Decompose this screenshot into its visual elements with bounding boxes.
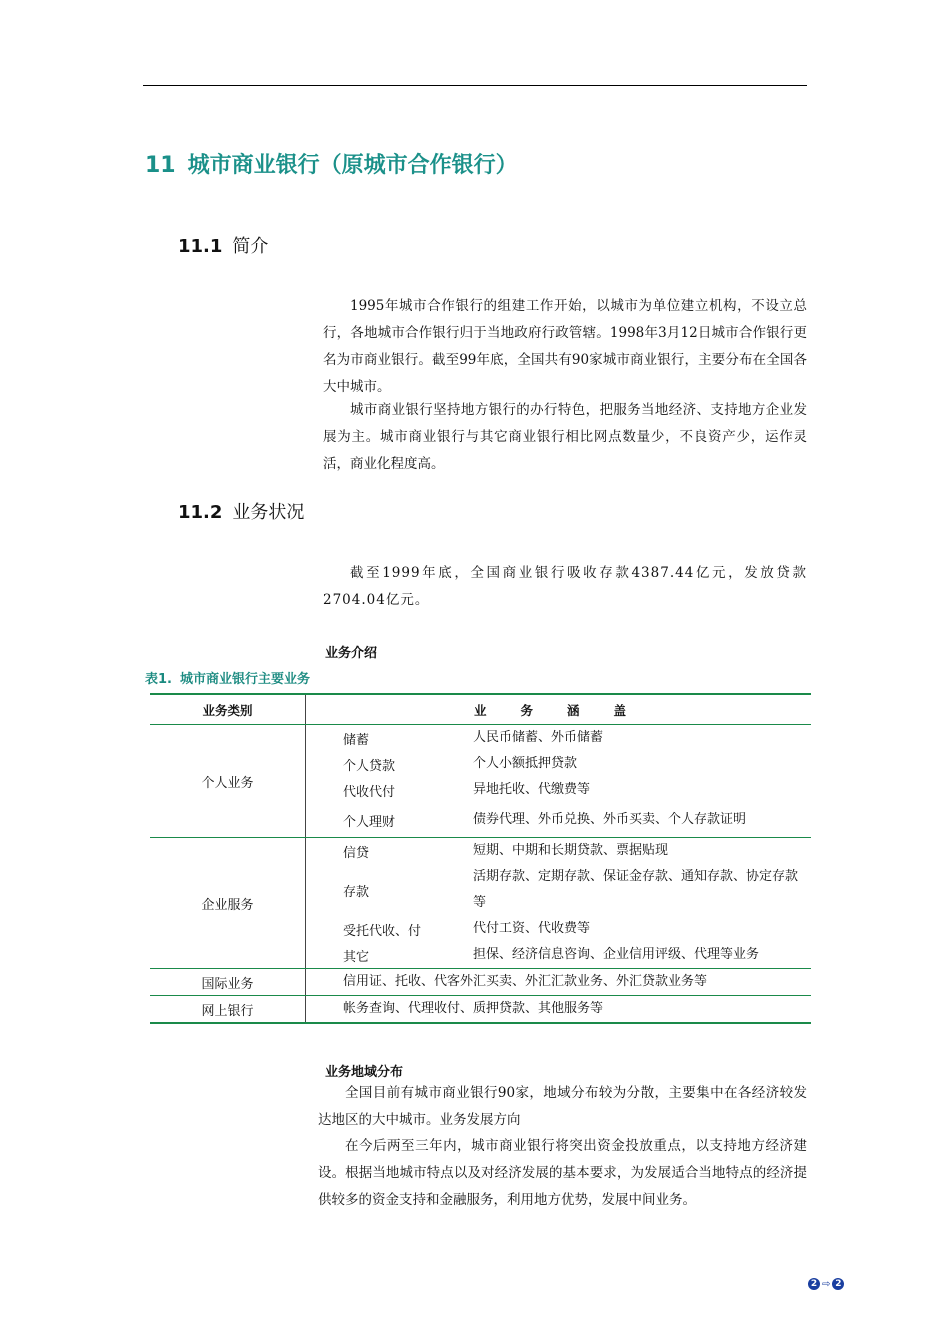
item-cell: 信贷 (343, 845, 370, 861)
section-title-text: 业务状况 (232, 502, 305, 523)
table-row (150, 725, 811, 752)
header-scope (306, 694, 812, 725)
item-cell: 代收代付 (343, 784, 396, 800)
desc-cell: 帐务查询、代理收付、质押贷款、其他服务等 (306, 996, 812, 1024)
table-row (150, 838, 811, 865)
page-number-left: 2 (808, 1278, 820, 1290)
section-number: 11.2 (178, 502, 223, 523)
category-cell: 网上银行 (150, 996, 306, 1024)
table-header-row (150, 694, 811, 725)
development-paragraph: 在今后两至三年内，城市商业银行将突出资金投放重点，以支持地方经济建设。根据当地城市特点以及对经济发展的基本要求，为发展适合当地特点的经济提供较多的资金支持和金融服务，利用地方优势，发展中间业务。 (318, 1138, 807, 1208)
section-title-business (178, 498, 304, 524)
section-title-intro (178, 232, 268, 258)
business-table (150, 693, 811, 1024)
desc-cell: 个人小额抵押贷款 (473, 756, 578, 771)
top-rule (143, 85, 807, 86)
arrow-right-icon: ⇨ (822, 1278, 831, 1290)
item-cell: 个人理财 (306, 803, 474, 838)
chapter-title-text: 城市商业银行（原城市合作银行） (187, 153, 518, 178)
header-scope-text: 业务涵盖 (474, 702, 661, 718)
desc-cell: 异地托收、代缴费等 (473, 782, 591, 797)
distribution-paragraph: 全国目前有城市商业银行90家，地域分布较为分散，主要集中在各经济较发达地区的大中城市。业务发展方向 (318, 1085, 807, 1128)
desc-cell: 短期、中期和长期贷款、票据贴现 (473, 843, 669, 858)
section-title-text: 简介 (232, 236, 269, 257)
table-caption-number: 表1. (145, 672, 172, 687)
item-cell: 其它 (306, 942, 474, 969)
intro-paragraph-1: 1995年城市合作银行的组建工作开始，以城市为单位建立机构，不设立总行，各地城市合作银行归于当地政府行政管辖。1998年3月12日城市合作银行更名为市商业银行。截至99年底，全国共有90家城市商业银行，主要分布在全国各大中城市。 (323, 298, 807, 395)
page-number-right: 2 (832, 1278, 844, 1290)
header-category: 业务类别 (150, 694, 306, 725)
table-row (150, 969, 811, 996)
section-number: 11.1 (178, 236, 223, 257)
desc-cell: 债券代理、外币兑换、外币买卖、个人存款证明 (473, 803, 811, 838)
business-paragraph: 截至1999年底，全国商业银行吸收存款4387.44亿元，发放贷款2704.04亿元。 (323, 565, 807, 608)
desc-cell: 信用证、托收、代客外汇买卖、外汇汇款业务、外汇贷款业务等 (306, 969, 812, 996)
chapter-number: 11 (145, 153, 176, 178)
desc-cell: 活期存款、定期存款、保证金存款、通知存款、协定存款等 (473, 869, 799, 910)
category-cell: 企业服务 (150, 838, 306, 969)
table-caption-title: 城市商业银行主要业务 (179, 672, 310, 687)
item-cell: 存款 (343, 884, 370, 900)
table-row (150, 996, 811, 1024)
desc-cell: 人民币储蓄、外币储蓄 (473, 730, 604, 745)
desc-cell: 代付工资、代收费等 (473, 921, 591, 936)
item-cell: 储蓄 (343, 732, 370, 748)
intro-paragraph-2: 城市商业银行坚持地方银行的办行特色，把服务当地经济、支持地方企业发展为主。城市商业银行与其它商业银行相比网点数量少，不良资产少，运作灵活，商业化程度高。 (323, 402, 807, 472)
table-caption (145, 668, 310, 687)
item-cell: 个人贷款 (343, 758, 396, 774)
chapter-title (145, 148, 518, 179)
subhead-business-intro: 业务介绍 (325, 646, 378, 661)
item-cell: 受托代收、付 (343, 923, 422, 939)
category-cell: 个人业务 (150, 725, 306, 838)
page-number-mark (808, 1277, 844, 1290)
desc-cell: 担保、经济信息咨询、企业信用评级、代理等业务 (473, 942, 811, 969)
category-cell: 国际业务 (150, 969, 306, 996)
subhead-regional-distribution: 业务地域分布 (325, 1065, 404, 1080)
